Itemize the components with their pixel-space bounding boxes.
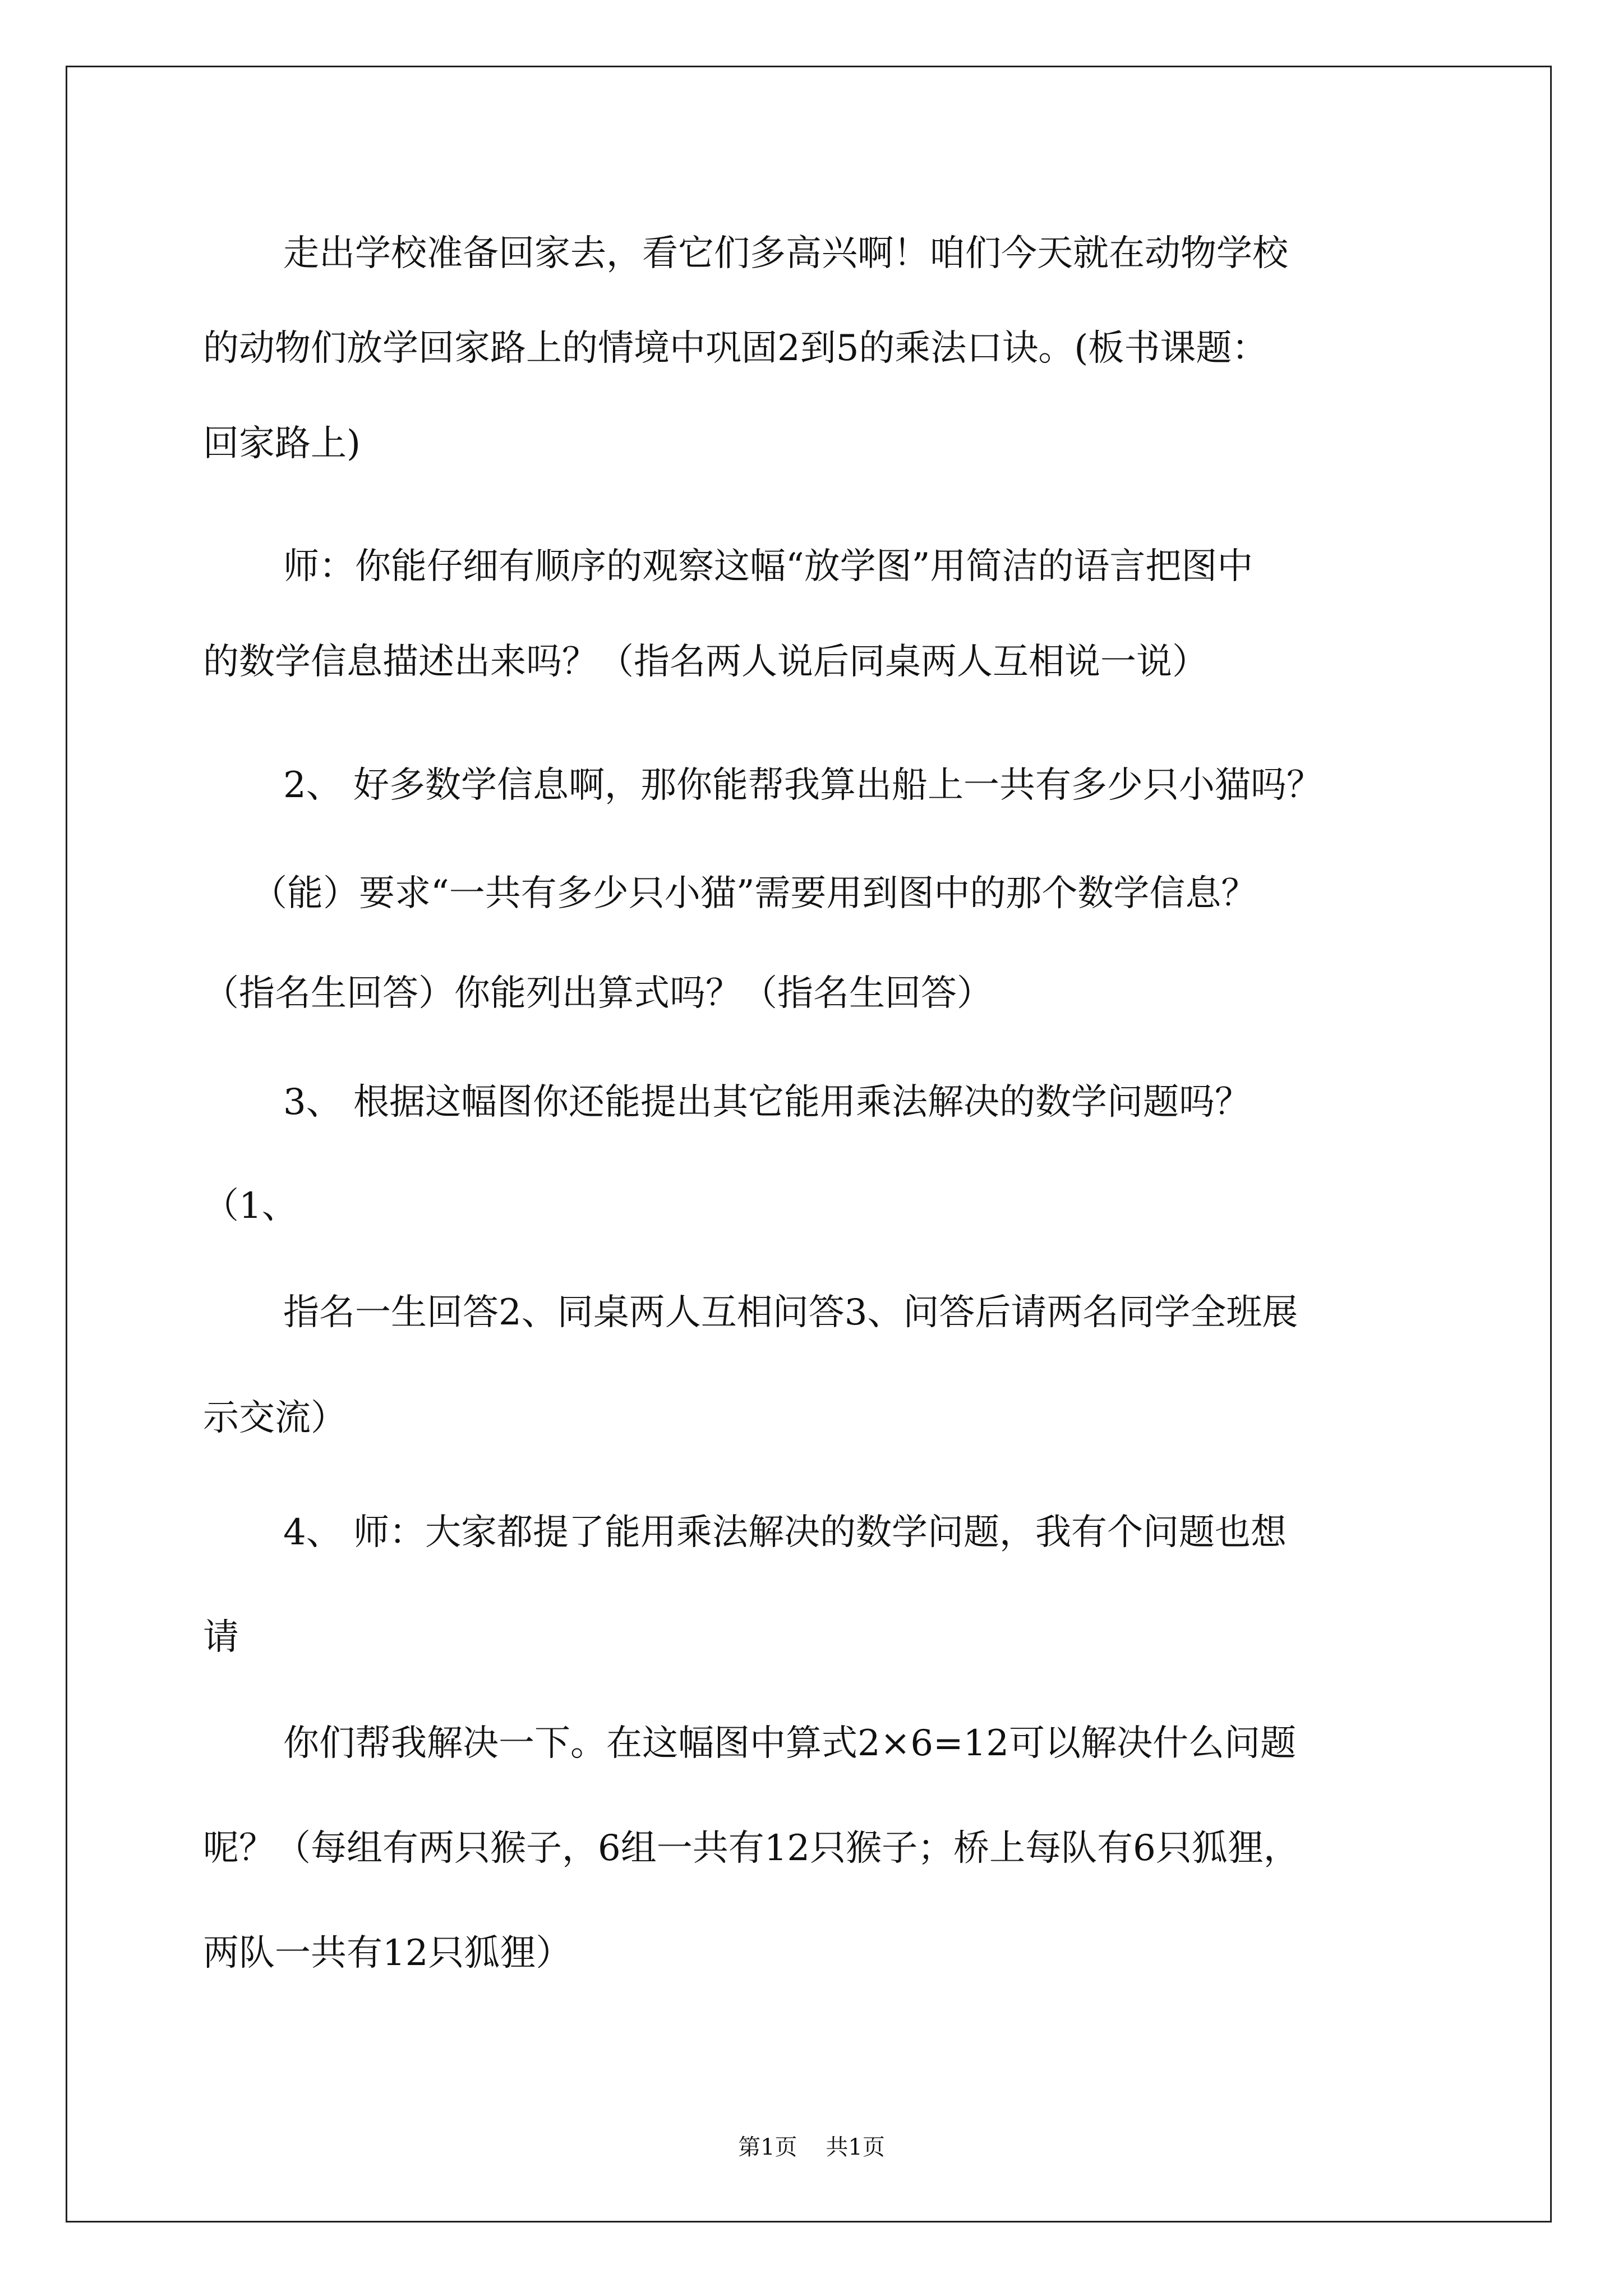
- page-border: [66, 66, 1552, 2223]
- page-footer: 第1页 共1页: [738, 2134, 885, 2160]
- paragraph-line: （能）要求“一共有多少只小猫”需要用到图中的那个数学信息？: [251, 873, 1257, 914]
- paragraph-line: （1、: [203, 1185, 298, 1227]
- paragraph-line: 走出学校准备回家去，看它们多高兴啊！咱们今天就在动物学校: [283, 233, 1288, 274]
- paragraph-line: 师：你能仔细有顺序的观察这幅“放学图”用简洁的语言把图中: [283, 546, 1253, 587]
- paragraph-line: 2、 好多数学信息啊，那你能帮我算出船上一共有多少只小猫吗？: [283, 765, 1323, 806]
- paragraph-line: 请: [203, 1617, 239, 1658]
- paragraph-line: 呢？（每组有两只猴子，6组一共有12只猴子；桥上每队有6只狐狸，: [203, 1828, 1299, 1869]
- paragraph-line: 两队一共有12只狐狸）: [203, 1932, 572, 1974]
- paragraph-line: 3、 根据这幅图你还能提出其它能用乘法解决的数学问题吗？: [283, 1082, 1251, 1123]
- paragraph-line: 的数学信息描述出来吗？（指名两人说后同桌两人互相说一说）: [203, 641, 1208, 683]
- paragraph-line: 示交流）: [203, 1397, 347, 1439]
- paragraph-line: 的动物们放学回家路上的情境中巩固2到5的乘法口诀。(板书课题：: [203, 328, 1268, 369]
- paragraph-line: 4、 师：大家都提了能用乘法解决的数学问题，我有个问题也想: [283, 1512, 1287, 1553]
- paragraph-line: （指名生回答）你能列出算式吗？（指名生回答）: [203, 973, 993, 1014]
- paragraph-line: 回家路上): [203, 423, 361, 464]
- paragraph-line: 指名一生回答2、同桌两人互相问答3、问答后请两名同学全班展: [283, 1292, 1298, 1333]
- paragraph-line: 你们帮我解决一下。在这幅图中算式2×6=12可以解决什么问题: [283, 1723, 1297, 1764]
